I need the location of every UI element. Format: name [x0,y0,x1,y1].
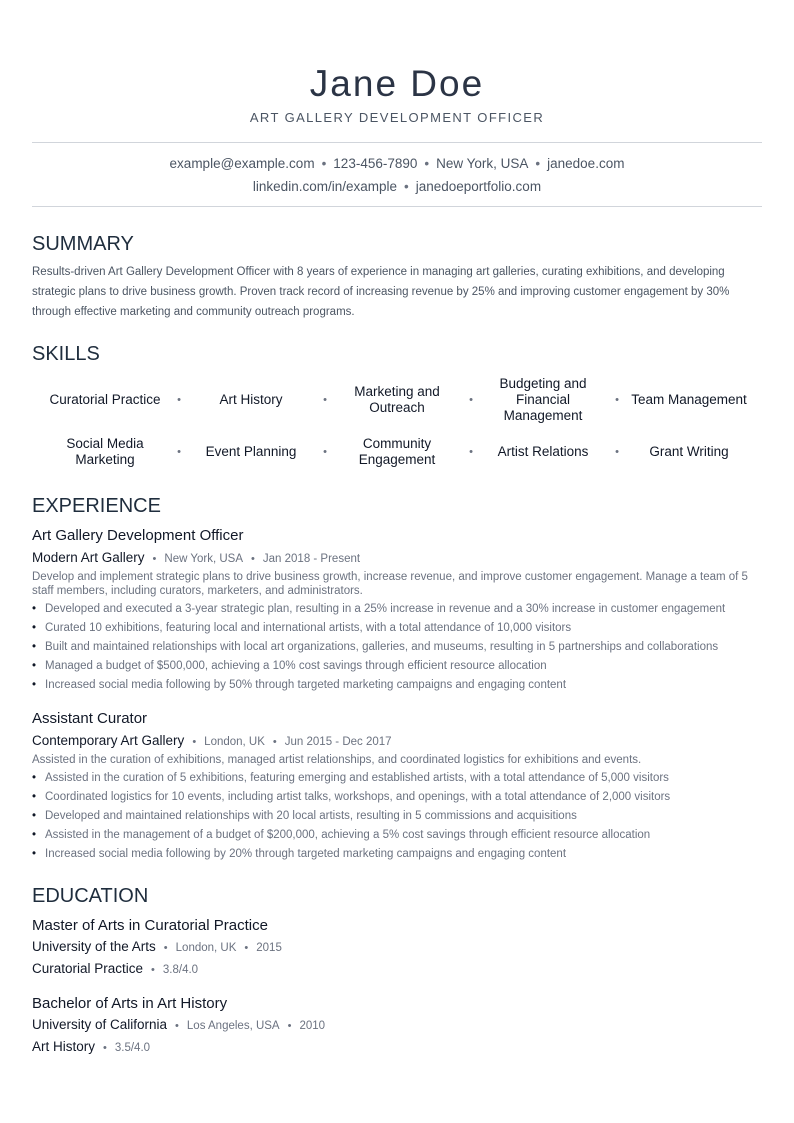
job-dates: Jun 2015 - Dec 2017 [284,736,392,748]
achievement-item: • Assisted in the management of a budget of $200,000, achieving a 5% cost savings through efficient resource allocation [32,826,762,845]
achievement-item: • Built and maintained relationships with local art organizations, galleries, and museums, resulting in 5 partnerships and collaborations [32,638,762,657]
meta-separator: • [175,1020,179,1032]
experience-section [32,494,762,864]
meta-separator: • [251,553,255,565]
skill-item: Grant Writing [649,444,729,459]
gpa: 3.5/4.0 [114,1042,151,1054]
summary-section [32,232,762,322]
achievement-item: • Managed a budget of $500,000, achieving a 10% cost savings through efficient resource allocation [32,657,762,676]
contact-email: example@example.com [169,156,315,171]
achievement-item: • Increased social media following by 20% through targeted marketing campaigns and engaging content [32,845,762,864]
contact-block [32,142,762,207]
job-entry [32,709,762,864]
contact-separator: • [321,156,327,171]
meta-separator: • [244,942,249,954]
achievement-item: • Developed and executed a 3-year strategic plan, resulting in a 25% increase in revenue and a 30% increase in customer engagement [32,600,762,619]
resume-header [32,62,762,207]
job-location: New York, USA [164,553,244,565]
candidate-name: Jane Doe [309,63,485,104]
skills-section [32,342,762,476]
degree-title: Bachelor of Arts in Art History [32,995,228,1012]
graduation-year: 2010 [299,1020,326,1032]
job-organization: Contemporary Art Gallery [32,733,185,748]
education-field-line [32,959,762,980]
contact-line-2 [32,175,762,198]
meta-separator: • [152,553,157,565]
education-entry [32,916,762,980]
school-location: Los Angeles, USA [186,1020,280,1032]
education-meta [32,1015,762,1036]
contact-separator: • [535,156,541,171]
section-title-skills: SKILLS [32,343,100,365]
meta-separator: • [163,942,168,954]
skills-grid [32,376,762,476]
section-title-education: EDUCATION [32,885,149,907]
contact-portfolio: janedoeportfolio.com [415,179,542,194]
contact-website: janedoe.com [547,156,625,171]
meta-separator: • [192,736,197,748]
meta-separator: • [272,736,277,748]
candidate-role: ART GALLERY DEVELOPMENT OFFICER [249,110,545,125]
job-title: Assistant Curator [32,710,148,727]
education-field-line [32,1037,762,1058]
education-section [32,884,762,1058]
job-entry [32,526,762,695]
skill-item: Social Media Marketing • [32,428,178,476]
job-organization: Modern Art Gallery [32,550,145,565]
school-location: London, UK [175,942,237,954]
graduation-year: 2015 [256,942,282,954]
meta-separator: • [103,1042,107,1054]
skill-item: Art History • [178,376,324,424]
contact-phone: 123-456-7890 [333,156,418,171]
field-of-study: Art History [32,1039,96,1054]
achievement-item: • Curated 10 exhibitions, featuring local and international artists, with a total attendance of 10,000 visitors [32,619,762,638]
skill-item: Event Planning • [178,428,324,476]
contact-linkedin: linkedin.com/in/example [252,179,397,194]
skill-item: Marketing and Outreach • [324,376,470,424]
job-title: Art Gallery Development Officer [32,527,244,544]
degree-title: Master of Arts in Curatorial Practice [32,917,268,934]
field-of-study: Curatorial Practice [32,961,144,976]
summary-text: Results-driven Art Gallery Development Officer with 8 years of experience in managing art galleries, curating exhibitions, and developing strategic plans to drive business growth. Proven track record of increasing revenue by 25% and improving customer engagement by 30% through effective marketing and community outreach programs. [32,266,730,318]
achievement-item: • Increased social media following by 50% through targeted marketing campaigns and engaging content [32,676,762,695]
job-meta [32,548,762,569]
skill-item: Team Management [631,392,747,407]
school-name: University of California [32,1017,168,1032]
job-location: London, UK [204,736,265,748]
contact-line-1 [32,152,762,175]
skill-item: Budgeting and Financial Management • [470,376,616,424]
education-entry [32,994,762,1058]
skill-item: Community Engagement • [324,428,470,476]
skill-item: Curatorial Practice • [32,376,178,424]
job-description: Develop and implement strategic plans to drive business growth, increase revenue, and improve customer engagement. Manage a team of 5 staff members, including curators, marketers, and administrators. [32,571,748,597]
job-meta [32,731,762,752]
skill-item: Artist Relations • [470,428,616,476]
education-meta [32,937,762,958]
meta-separator: • [287,1020,292,1032]
contact-location: New York, USA [436,156,529,171]
achievement-item: • Coordinated logistics for 10 events, including artist talks, workshops, and openings, with a total attendance of 2,000 visitors [32,788,762,807]
job-achievements [32,769,762,864]
section-title-summary: SUMMARY [32,233,134,255]
achievement-item: • Developed and maintained relationships with 20 local artists, resulting in 5 commissions and acquisitions [32,807,762,826]
contact-separator: • [404,179,409,194]
job-dates: Jan 2018 - Present [262,553,361,565]
meta-separator: • [151,964,155,976]
achievement-item: • Assisted in the curation of 5 exhibitions, featuring emerging and established artists, with a total attendance of 5,000 visitors [32,769,762,788]
job-achievements [32,600,762,695]
job-description: Assisted in the curation of exhibitions, managed artist relationships, and coordinated logistics for exhibitions and events. [32,754,642,766]
gpa: 3.8/4.0 [162,964,199,976]
contact-separator: • [424,156,430,171]
school-name: University of the Arts [32,939,156,954]
section-title-experience: EXPERIENCE [32,495,161,517]
